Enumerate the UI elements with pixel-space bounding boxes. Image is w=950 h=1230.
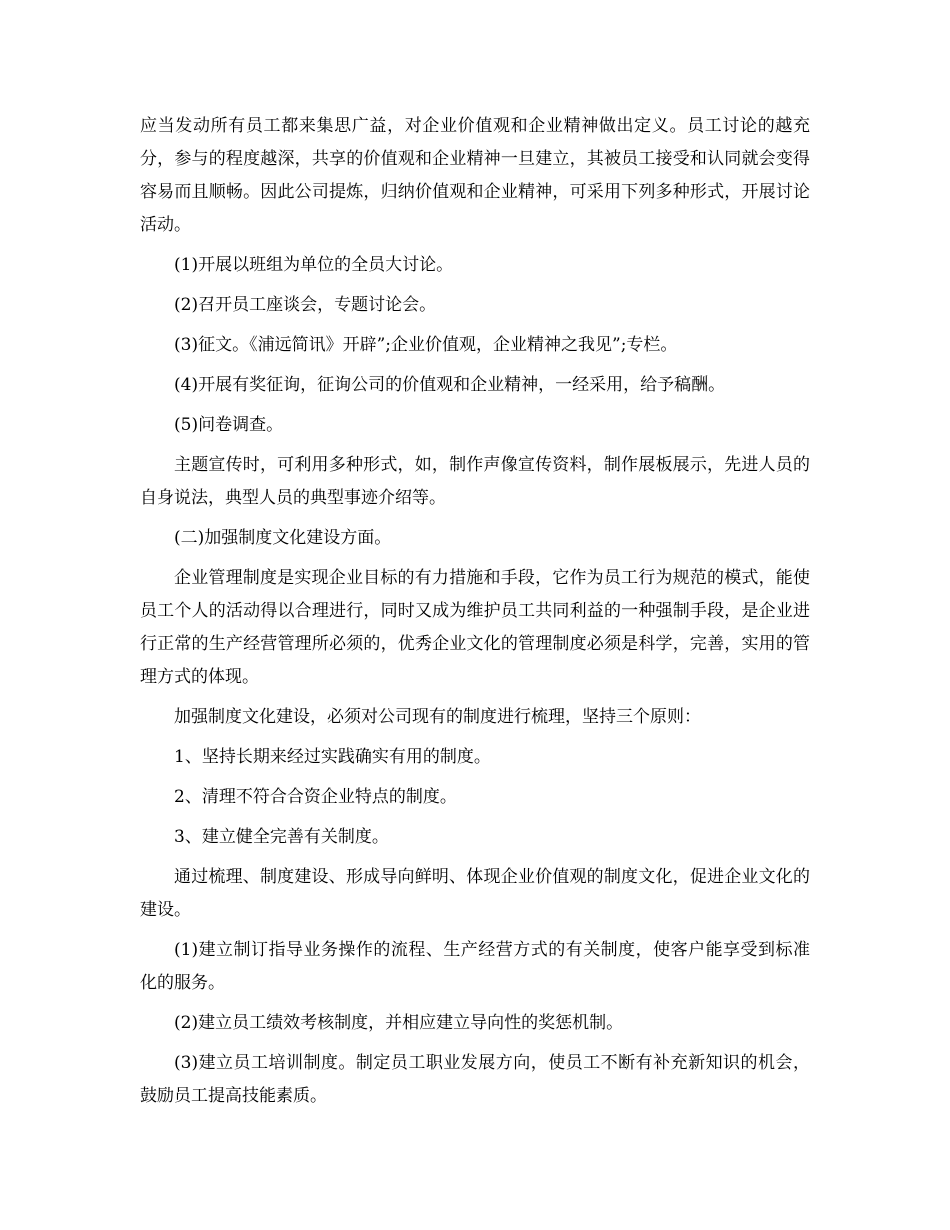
principle-item-3: 3、建立健全完善有关制度。 (174, 827, 389, 847)
document-body (140, 110, 810, 1113)
paragraph-2: 主题宣传时，可利用多种形式，如，制作声像宣传资料，制作展板展示，先进人员的自身说法，典型人员的典型事迹介绍等。 (140, 455, 810, 508)
section-heading: (二)加强制度文化建设方面。 (174, 528, 392, 548)
measure-item-3: (3)建立员工培训制度。制定员工职业发展方向，使员工不断有补充新知识的机会，鼓励员工提高技能素质。 (140, 1053, 810, 1106)
list-item-4: (4)开展有奖征询，征询公司的价值观和企业精神，一经采用，给予稿酬。 (174, 375, 726, 395)
measure-item-2: (2)建立员工绩效考核制度，并相应建立导向性的奖惩机制。 (174, 1013, 624, 1033)
paragraph-5: 通过梳理、制度建设、形成导向鲜明、体现企业价值观的制度文化，促进企业文化的建设。 (140, 867, 810, 920)
principle-item-1: 1、坚持长期来经过实践确实有用的制度。 (174, 747, 491, 767)
list-item-3: (3)征文。《浦远简讯》开辟”;企业价值观，企业精神之我见”;专栏。 (174, 335, 678, 355)
list-item-1: (1)开展以班组为单位的全员大讨论。 (174, 255, 454, 275)
list-item-2: (2)召开员工座谈会，专题讨论会。 (174, 295, 437, 315)
paragraph-3: 企业管理制度是实现企业目标的有力措施和手段，它作为员工行为规范的模式，能使员工个人的活动得以合理进行，同时又成为维护员工共同利益的一种强制手段，是企业进行正常的生产经营管理所必须的，优秀企业文化的管理制度必须是科学，完善，实用的管理方式的体现。 (140, 568, 810, 687)
list-item-5: (5)问卷调查。 (174, 415, 284, 435)
measure-item-1: (1)建立制订指导业务操作的流程、生产经营方式的有关制度，使客户能享受到标准化的服务。 (140, 940, 810, 993)
principle-item-2: 2、清理不符合合资企业特点的制度。 (174, 787, 457, 807)
paragraph-4: 加强制度文化建设，必须对公司现有的制度进行梳理，坚持三个原则： (174, 707, 701, 727)
paragraph-1: 应当发动所有员工都来集思广益，对企业价值观和企业精神做出定义。员工讨论的越充分，参与的程度越深，共享的价值观和企业精神一旦建立，其被员工接受和认同就会变得容易而且顺畅。因此公司提炼，归纳价值观和企业精神，可采用下列多种形式，开展讨论活动。 (140, 116, 810, 235)
